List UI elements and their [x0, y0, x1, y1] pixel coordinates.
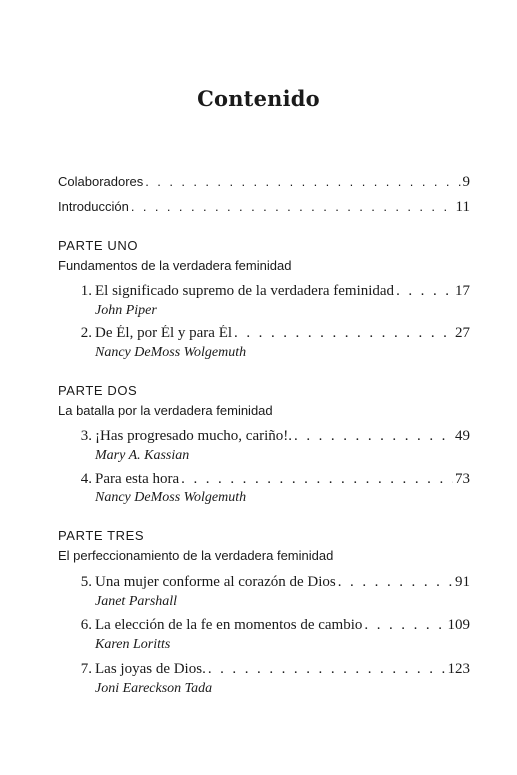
entry-title: De Él, por Él y para Él [95, 325, 233, 341]
entry-title: Para esta hora [95, 471, 180, 487]
chapter-number: 4. [80, 471, 92, 487]
entry-title: Una mujer conforme al corazón de Dios [95, 574, 336, 590]
entry-page: 91 [455, 574, 470, 590]
part-title: El perfeccionamiento de la verdadera feminidad [58, 548, 334, 563]
toc-entry-chapter-3 [95, 428, 470, 445]
entry-page: 49 [455, 428, 470, 444]
dot-leader [181, 471, 453, 488]
part-label: PARTE TRES [58, 528, 145, 543]
entry-title: Colaboradores [58, 174, 144, 189]
dot-leader [396, 283, 453, 300]
chapter-author: Nancy DeMoss Wolgemuth [95, 490, 247, 505]
chapter-number: 3. [80, 428, 92, 444]
toc-entry-chapter-5 [95, 574, 470, 591]
entry-page: 17 [455, 283, 470, 299]
chapter-author: John Piper [95, 303, 157, 318]
entry-title: Introducción [58, 199, 129, 214]
chapter-number: 2. [80, 325, 92, 341]
toc-entry-chapter-1 [95, 283, 470, 300]
toc-entry-chapter-7 [95, 661, 470, 678]
entry-title: La elección de la fe en momentos de cambio [95, 617, 363, 633]
chapter-author: Mary A. Kassian [95, 448, 190, 463]
dot-leader [338, 574, 453, 591]
entry-title: El significado supremo de la verdadera feminidad [95, 283, 395, 299]
entry-title: ¡Has progresado mucho, cariño!. [95, 428, 293, 444]
part-label: PARTE UNO [58, 238, 139, 253]
part-title: La batalla por la verdadera feminidad [58, 403, 273, 418]
toc-entry-colaboradores [58, 174, 470, 191]
chapter-number: 6. [80, 617, 92, 633]
dot-leader [364, 617, 445, 634]
chapter-author: Nancy DeMoss Wolgemuth [95, 345, 247, 360]
toc-entry-chapter-2 [95, 325, 470, 342]
entry-page: 109 [447, 617, 470, 633]
chapter-author: Joni Eareckson Tada [95, 681, 213, 696]
entry-page: 123 [447, 661, 470, 677]
dot-leader [294, 428, 453, 445]
entry-page: 73 [455, 471, 470, 487]
part-label: PARTE DOS [58, 383, 138, 398]
chapter-number: 7. [80, 661, 92, 677]
part-title: Fundamentos de la verdadera feminidad [58, 258, 292, 273]
dot-leader [234, 325, 453, 342]
chapter-number: 5. [80, 574, 92, 590]
page-title: Contenido [197, 86, 320, 111]
entry-title: Las joyas de Dios. [95, 661, 206, 677]
toc-entry-chapter-4 [95, 471, 470, 488]
entry-page: 27 [455, 325, 470, 341]
toc-entry-chapter-6 [95, 617, 470, 634]
entry-page: 9 [462, 174, 470, 190]
chapter-number: 1. [80, 283, 92, 299]
toc-entry-introduccion [58, 199, 470, 216]
dot-leader [145, 174, 460, 189]
entry-page: 11 [455, 199, 470, 215]
chapter-author: Janet Parshall [95, 594, 178, 609]
chapter-author: Karen Loritts [95, 637, 171, 652]
dot-leader [131, 199, 454, 214]
dot-leader [208, 661, 446, 678]
